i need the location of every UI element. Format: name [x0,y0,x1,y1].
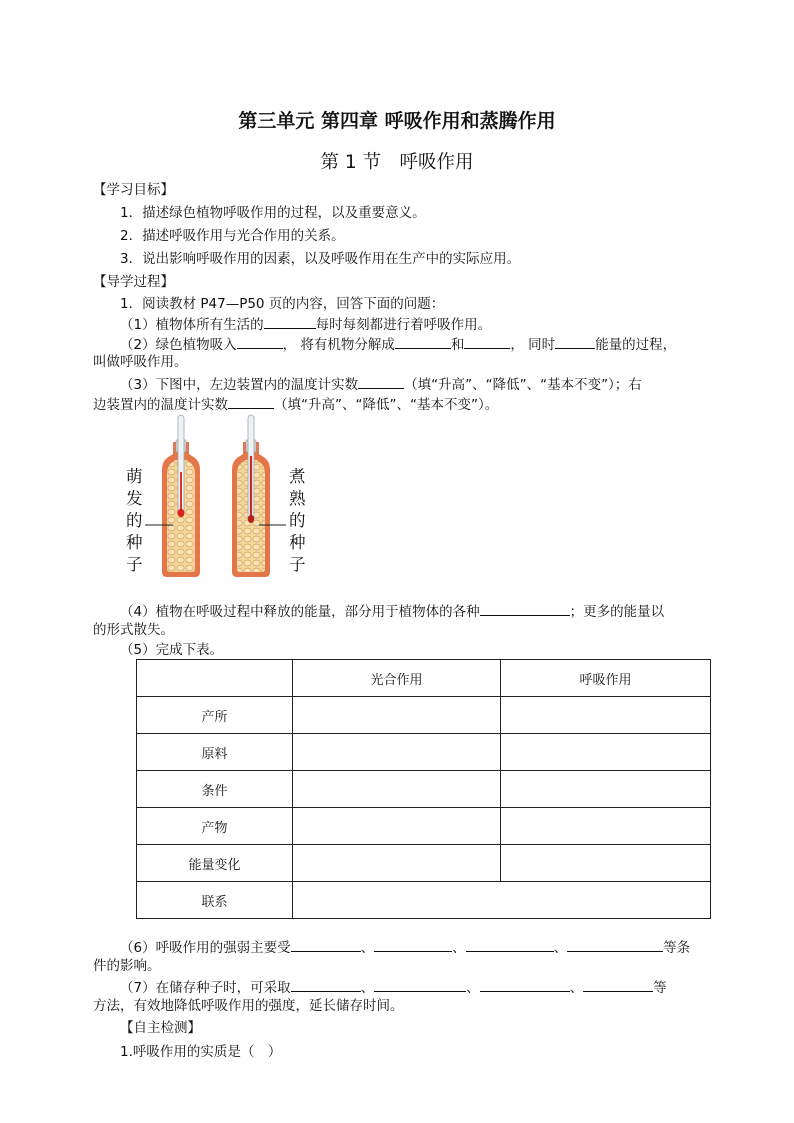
question-1-4-cont: 的形式散失。 [93,622,174,638]
row-label: 产所 [137,697,293,734]
left-figure-label: 萌 发 的 种 子 [126,467,143,574]
left-flask [145,415,200,577]
answer-blank[interactable] [555,333,595,349]
answer-blank[interactable] [480,600,570,616]
answer-blank[interactable] [237,333,283,349]
answer-cell[interactable] [501,808,711,845]
answer-blank[interactable] [466,936,554,952]
table-row [137,697,711,734]
question-1: 1．阅读教材 P47—P50 页的内容，回答下面的问题： [120,296,445,312]
page-title: 第三单元 第四章 呼吸作用和蒸腾作用 [238,110,556,132]
answer-cell[interactable] [501,771,711,808]
question-1-5: （5）完成下表。 [120,642,224,658]
right-flask [232,415,286,577]
answer-cell[interactable] [293,808,501,845]
answer-cell[interactable] [501,697,711,734]
answer-cell[interactable] [501,734,711,771]
answer-blank[interactable] [374,976,466,992]
answer-blank[interactable] [395,333,451,349]
answer-cell[interactable] [293,882,711,919]
question-1-6-cont: 件的影响。 [93,958,161,974]
objective-item: 3．说出影响呼吸作用的因素，以及呼吸作用在生产中的实际应用。 [120,251,521,267]
answer-cell[interactable] [501,845,711,882]
self-check-header: 【自主检测】 [120,1020,201,1036]
section-title: 第 1 节 呼吸作用 [320,152,474,173]
table-row [137,845,711,882]
seed-thermos-figure [140,412,300,582]
question-1-6: （6）呼吸作用的强弱主要受 、 、 、 等条 [120,936,690,958]
objective-item: 2．描述呼吸作用与光合作用的关系。 [120,228,345,244]
table-row [137,734,711,771]
table-header-cell [137,660,293,697]
question-1-7: （7）在储存种子时，可采取 、 、 、 等 [120,976,667,998]
answer-cell[interactable] [293,697,501,734]
answer-blank[interactable] [464,333,510,349]
table-header-cell: 呼吸作用 [501,660,711,697]
objectives-header: 【学习目标】 [93,182,174,198]
answer-blank[interactable] [291,936,361,952]
question-1-2-cont: 叫做呼吸作用。 [93,354,188,370]
row-label: 产物 [137,808,293,845]
answer-blank[interactable] [228,393,274,409]
row-label: 联系 [137,882,293,919]
answer-blank[interactable] [291,976,361,992]
question-1-2: （2）绿色植物吸入 ， 将有机物分解成 和 ， 同时 能量的过程， [120,333,676,355]
table-header-cell: 光合作用 [293,660,501,697]
answer-cell[interactable] [293,845,501,882]
table-header-row [137,660,711,697]
self-check-question-1: 1.呼吸作用的实质是（ ） [120,1044,282,1060]
answer-blank[interactable] [358,373,404,389]
question-1-4: （4）植物在呼吸过程中释放的能量，部分用于植物体的各种 ；更多的能量以 [120,600,664,622]
row-label: 原料 [137,734,293,771]
question-1-7-cont: 方法，有效地降低呼吸作用的强度，延长储存时间。 [93,998,404,1014]
answer-blank[interactable] [264,313,316,329]
question-1-1: （1）植物体所有生活的 每时每刻都进行着呼吸作用。 [120,313,491,335]
answer-blank[interactable] [480,976,570,992]
guide-header: 【导学过程】 [93,274,174,290]
question-1-3-cont: 边装置内的温度计实数 （填“升高”、“降低”、“基本不变”）。 [93,393,498,415]
comparison-table [136,659,711,919]
row-label: 条件 [137,771,293,808]
answer-cell[interactable] [293,734,501,771]
answer-blank[interactable] [374,936,452,952]
objective-item: 1．描述绿色植物呼吸作用的过程，以及重要意义。 [120,205,426,221]
answer-cell[interactable] [293,771,501,808]
row-label: 能量变化 [137,845,293,882]
table-row [137,808,711,845]
answer-blank[interactable] [583,976,653,992]
table-row [137,771,711,808]
table-row [137,882,711,919]
question-1-3: （3）下图中，左边装置内的温度计实数 （填“升高”、“降低”、“基本不变”）；右 [120,373,642,395]
answer-blank[interactable] [567,936,663,952]
right-figure-label: 煮 熟 的 种 子 [289,467,306,574]
